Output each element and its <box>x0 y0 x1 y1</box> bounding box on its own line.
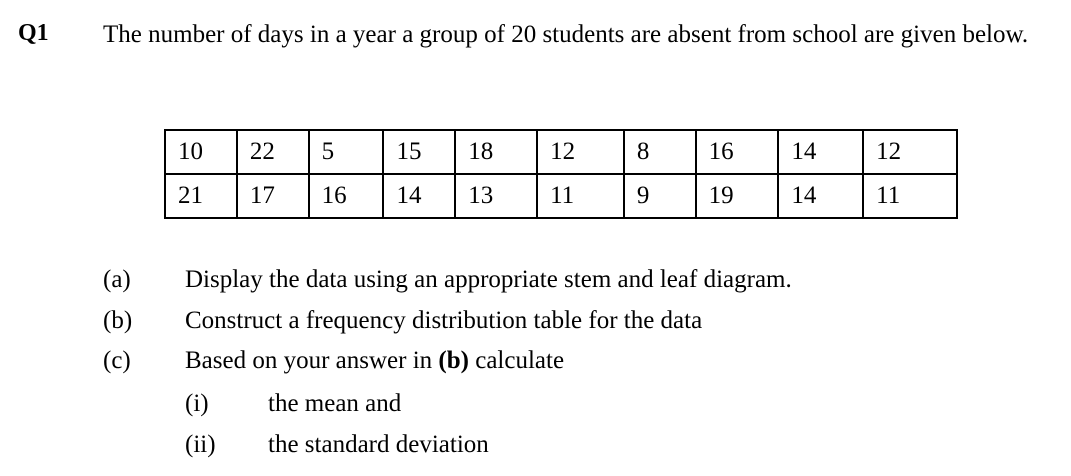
part-c-label: (c) <box>103 347 131 374</box>
part-b-text: Construct a frequency distribution table for the data <box>185 307 703 334</box>
table-cell: 9 <box>624 174 696 218</box>
subpart-i-label: (i) <box>185 390 209 417</box>
table-cell: 10 <box>165 130 237 174</box>
table-cell: 19 <box>696 174 779 218</box>
table-cell: 11 <box>537 174 624 218</box>
subpart-ii-text: the standard deviation <box>268 431 489 458</box>
table-cell: 18 <box>455 130 537 174</box>
table-row <box>165 130 957 174</box>
table-cell: 12 <box>863 130 957 174</box>
part-a-text: Display the data using an appropriate stem and leaf diagram. <box>185 266 792 293</box>
table-cell: 5 <box>309 130 384 174</box>
table-cell: 22 <box>237 130 309 174</box>
subpart-ii-label: (ii) <box>185 431 216 458</box>
table-cell: 16 <box>309 174 384 218</box>
table-cell: 11 <box>863 174 957 218</box>
data-table <box>164 129 958 219</box>
part-a-label: (a) <box>103 266 131 293</box>
table-cell: 15 <box>383 130 455 174</box>
question-number: Q1 <box>18 20 49 46</box>
table-cell: 8 <box>624 130 696 174</box>
part-b-label: (b) <box>103 307 133 334</box>
subpart-i-text: the mean and <box>268 390 402 417</box>
table-cell: 12 <box>537 130 624 174</box>
table-cell: 17 <box>237 174 309 218</box>
table-row <box>165 174 957 218</box>
table-cell: 14 <box>778 174 863 218</box>
part-c-text <box>185 346 564 376</box>
part-c-text-before: Based on your answer in <box>185 347 439 374</box>
question-intro: The number of days in a year a group of 20 students are absent from school are given below. <box>103 21 1029 48</box>
part-c-text-bold: (b) <box>438 347 469 374</box>
table-cell: 14 <box>383 174 455 218</box>
part-c-text-after: calculate <box>468 347 565 374</box>
table-cell: 16 <box>696 130 779 174</box>
table-cell: 13 <box>455 174 537 218</box>
table-cell: 21 <box>165 174 237 218</box>
table-cell: 14 <box>778 130 863 174</box>
